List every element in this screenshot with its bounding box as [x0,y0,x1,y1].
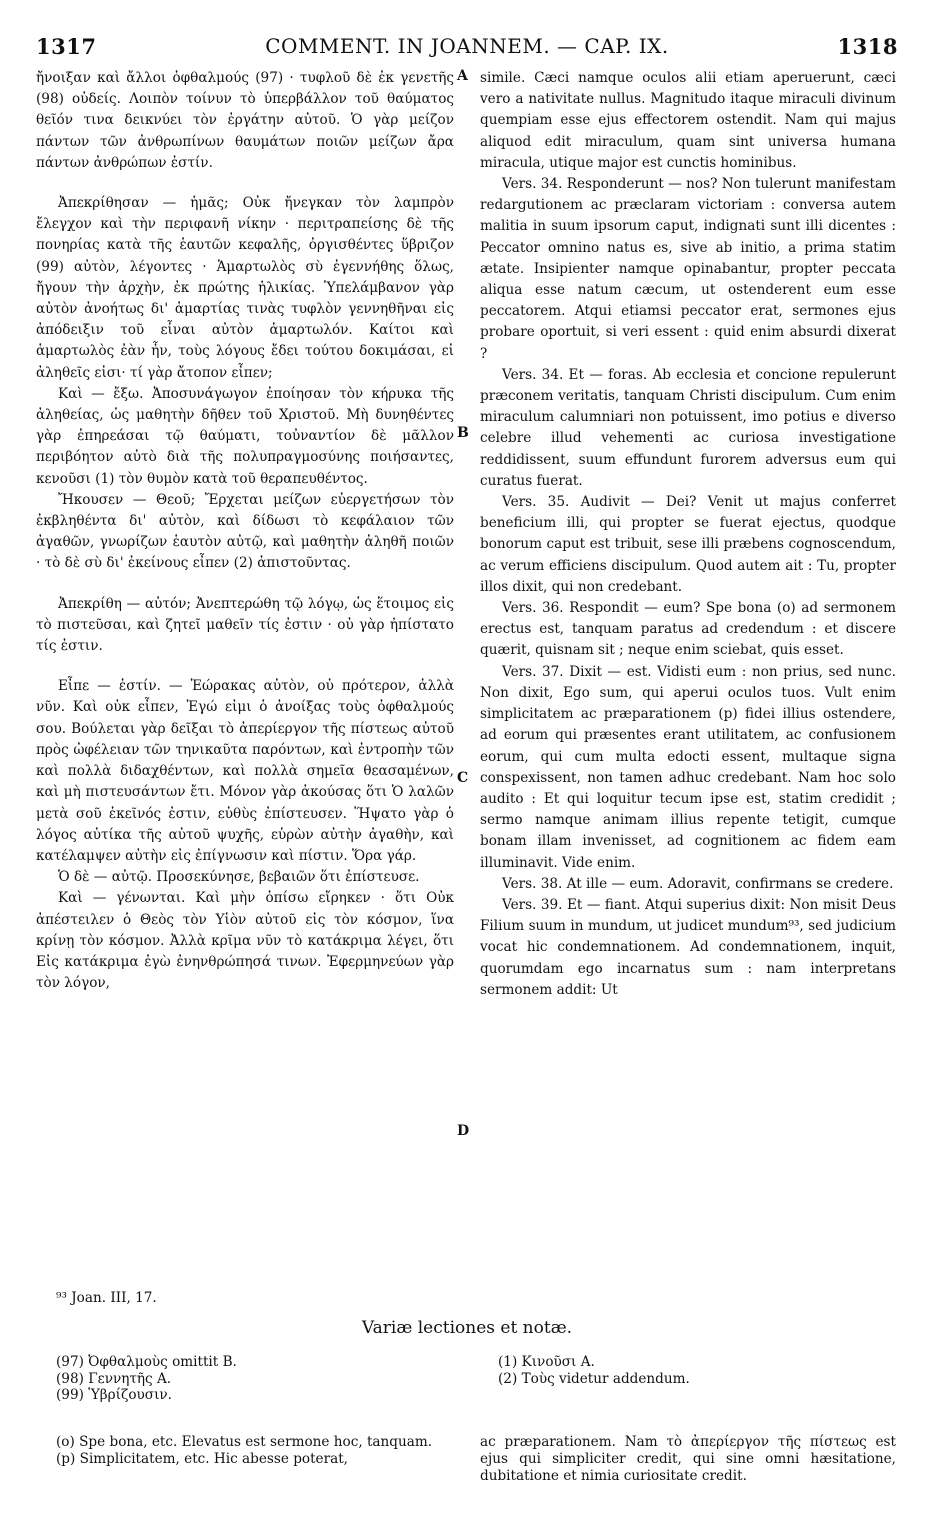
variant-readings-right [498,1354,898,1387]
variant-reading: (98) Γεννητῆς A. [56,1370,172,1387]
scripture-footnote: ⁹³ Joan. III, 17. [56,1290,157,1306]
explanatory-notes-left [56,1434,456,1468]
greek-paragraph: Καὶ — ἔξω. Ἀποσυνάγωγον ἐποίησαν τὸν κήρυκα τῆς ἀληθείας, ὡς μαθητὴν δῆθεν τοῦ Χριστοῦ. Μὴ δυνηθέντες γὰρ ἐπηρεάσαι τῷ θαύματι, τοὐναντίον δὲ μᾶλλον περιβόητον αὐτὸ διὰ τῆς πολυπραγμοσύνης ποιήσαντες, κενοῦσι (1) τὸν θυμὸν κατὰ τοῦ θεραπευθέντος. [36,385,454,487]
variant-reading: (1) Κινοῦσι A. [498,1354,595,1370]
latin-paragraph: simile. Cæci namque oculos alii etiam aperuerunt, cæci vero a nativitate nullus. Magnitudo itaque miraculi divinum quempiam esse ejus effectorem ostendit. Nam qui majus aliquod edit miraculum, quam sint universa humana miracula, utique major est cunctis hominibus. [480,70,896,171]
latin-column [480,68,896,1001]
latin-paragraph: Vers. 34. Responderunt — nos? Non tulerunt manifestam redargutionem ac præclaram victoriam : conversa autem malitia in suum ipsorum caput, indignati sunt illi dicentes : Peccator omnino natus es, sive ab initio, a prima statim ætate. Insipienter namque opinabantur, propter peccata aliqua esse natum cæcum, ut ostenderent eum esse peccatorem. Atqui etiamsi peccator erat, sermones ejus probare oportuit, si veri essent : quid enim absurdi dixerat ? [480,176,896,362]
latin-paragraph: Vers. 35. Audivit — Dei? Venit ut majus conferret beneficium illi, qui propter se fuerat ejectus, quodque bonorum caput est tribuit, sese illi præbens cognoscendum, ac verum efficiens discipulum. Quod autem ait : Tu, propter illos dixit, qui non credebant. [480,494,896,595]
greek-paragraph: Ὁ δὲ — αὐτῷ. Προσεκύνησε, βεβαιῶν ὅτι ἐπίστευσε. [58,869,420,886]
explanatory-notes-right [480,1434,896,1484]
explanatory-note: ac præparationem. Nam τὸ ἀπερίεργον τῆς πίστεως est ejus qui simpliciter credit, qui sine omni hæsitatione, dubitatione et nimia curiositate credit. [480,1434,896,1484]
variant-readings-left [56,1354,456,1404]
latin-paragraph: Vers. 39. Et — fiant. Atqui superius dixit: Non misit Deus Filium suum in mundum, ut judicet mundum⁹³, sed judicium vocat hic condemnationem. Ad condemnationem, inquit, quorumdam ego incarnatus sum : nam interpretans sermonem addit: Ut [480,896,896,998]
greek-paragraph: ἤνοιξαν καὶ ἄλλοι ὀφθαλμούς (97) · τυφλοῦ δὲ ἐκ γενετῆς (98) οὐδείς. Λοιπὸν τοίνυν τὸ ὑπερβάλλον τοῦ θαύματος θεῖόν τινα δεικνύει τὸν ἐργάτην αὐτοῦ. Ὁ γὰρ μείζον πάντων τῶν ἀνθρωπίνων θαυμάτων ποιῶν μείζων ἄρα πάντων ἀνθρώπων ἐστίν. [36,70,454,171]
margin-marker-b: B [457,425,469,441]
greek-paragraph: Καὶ — γένωνται. Καὶ μὴν ὀπίσω εἴρηκεν · ὅτι Οὐκ ἀπέστειλεν ὁ Θεὸς τὸν Υἱὸν αὐτοῦ εἰς τὸν κόσμον, ἵνα κρίνῃ τὸν κόσμον. Ἀλλὰ κρῖμα νῦν τὸ κατάκριμα λέγει, ὅτι Εἰς κατάκριμα ἐγὼ ἐνηνθρώπησά τινων. Ἐφερμηνεύων γὰρ τὸν λόγον, [36,890,454,992]
greek-column [36,68,454,994]
page-header [36,34,898,64]
variant-reading: (2) Τοὺς videtur addendum. [498,1370,690,1387]
running-title: COMMENT. IN JOANNEM. — CAP. IX. [265,34,669,58]
greek-paragraph: Ἀπεκρίθησαν — ἡμᾶς; Οὐκ ἤνεγκαν τὸν λαμπρὸν ἔλεγχον καὶ τὴν περιφανῆ νίκην · περιτραπείσης δὲ τῆς πονηρίας κατὰ τῆς ἑαυτῶν κεφαλῆς, ὀργισθέντες ὕβριζον (99) αὐτὸν, λέγοντες · Ἁμαρτωλὸς σὺ ἐγεννήθης ὅλως, ἤγουν τὴν ἀρχὴν, ἐκ πρώτης ἡλικίας. Ὑπελάμβανον γὰρ αὐτὸν ἀνοήτως δι' ἁμαρτίας τινὰς τυφλὸν γεννηθῆναι εἰς ἀπόδειξιν τοῦ εἶναι αὐτὸν ἁμαρτωλόν. Καίτοι καὶ ἁμαρτωλὸς ἐὰν ἦν, τοὺς λόγους ἔδει τούτου δοκιμάσαι, εἰ ἀληθεῖς εἰσι· τί γὰρ ἄτοπον εἶπεν; [36,195,454,381]
left-page-number: 1317 [36,34,97,59]
margin-marker-c: C [457,770,469,786]
greek-paragraph: Εἶπε — ἐστίν. — Ἑώρακας αὐτὸν, οὐ πρότερον, ἀλλὰ νῦν. Καὶ οὐκ εἶπεν, Ἐγώ εἰμι ὁ ἀνοίξας τοὺς ὀφθαλμούς σου. Βούλεται γὰρ δεῖξαι τὸ ἀπερίεργον τῆς πίστεως αὐτοῦ πρὸς ὠφέλειαν τῶν τηνικαῦτα παρόντων, καὶ ἐντροπὴν τῶν καὶ πολλὰ διδαχθέντων, καὶ πολλὰ σημεῖα θεασαμένων, καὶ μὴ πιστευσάντων ἔτι. Μόνον γὰρ ἀκούσας ὅτι Ὁ λαλῶν μετὰ σοῦ ἐκεῖνός ἐστιν, εὐθὺς ἐπίστευσεν. Ἥψατο γὰρ ὁ λόγος αὐτίκα τῆς αὐτοῦ ψυχῆς, εὑρὼν αὐτὴν ἀγαθὴν, καὶ κατέλαμψεν αὐτὴν εἰς ἐπίγνωσιν καὶ πίστιν. Ὅρα γάρ. [36,678,454,864]
right-page-number: 1318 [837,34,898,59]
latin-paragraph: Vers. 36. Respondit — eum? Spe bona (o) ad sermonem erectus est, tanquam paratus ad credendum : et discere quærit, quisnam sit ; neque enim sciebat, quis esset. [480,600,896,659]
greek-paragraph: Ἤκουσεν — Θεοῦ; Ἔρχεται μείζων εὐεργετήσων τὸν ἐκβληθέντα δι' αὐτὸν, καὶ δίδωσι τὸ κεφάλαιον τῶν ἀγαθῶν, γνωρίζων ἑαυτὸν αὐτῷ, καὶ μαθητὴν ἀληθῆ ποιῶν · τὸ δὲ σὺ δι' ἐκείνους εἶπεν (2) ἀπιστοῦντας. [36,491,454,572]
latin-paragraph: Vers. 38. At ille — eum. Adoravit, confirmans se credere. [502,875,894,892]
latin-paragraph: Vers. 34. Et — foras. Ab ecclesia et concione repulerunt præconem veritatis, tanquam Christi discipulum. Cum enim miraculum calumniari non potuissent, imo potius e diverso celebre illud vehementi ac curiosa investigatione reddidissent, suum effundunt furorem adversus eum qui curatus fuerat. [480,366,896,489]
variant-reading: (99) Ὑβρίζουσιν. [56,1387,172,1403]
explanatory-note: (p) Simplicitatem, etc. Hic abesse poterat, [56,1450,348,1467]
greek-paragraph: Ἀπεκρίθη — αὐτόν; Ἀνεπτερώθη τῷ λόγῳ, ὡς ἕτοιμος εἰς τὸ πιστεῦσαι, καὶ ζητεῖ μαθεῖν τίς ἐστιν · οὐ γὰρ ἠπίστατο τίς ἐστιν. [36,595,454,655]
margin-marker-a: A [457,68,468,84]
notes-title: Variæ lectiones et notæ. [361,1318,573,1338]
explanatory-note: (o) Spe bona, etc. Elevatus est sermone hoc, tanquam. [56,1434,433,1450]
variant-reading: (97) Ὀφθαλμοὺς omittit B. [56,1354,237,1370]
margin-marker-d: D [457,1123,470,1139]
latin-paragraph: Vers. 37. Dixit — est. Vidisti eum : non prius, sed nunc. Non dixit, Ego sum, qui aperui oculos tuos. Vult enim simplicitatem ac præparationem (p) fidei illius ostendere, ad eorum qui præsentes erant utilitatem, ac confusionem eorum, qui cum multa edocti essent, multaque signa conspexissent, non tamen adhuc credebant. Nam hoc solo audito : Et qui loquitur tecum ipse est, statim credidit ; sermo namque animam illius repente tetigit, cumque bonam illam invenisset, ad cognitionem ac fidem eam illuminavit. Vide enim. [480,663,896,871]
